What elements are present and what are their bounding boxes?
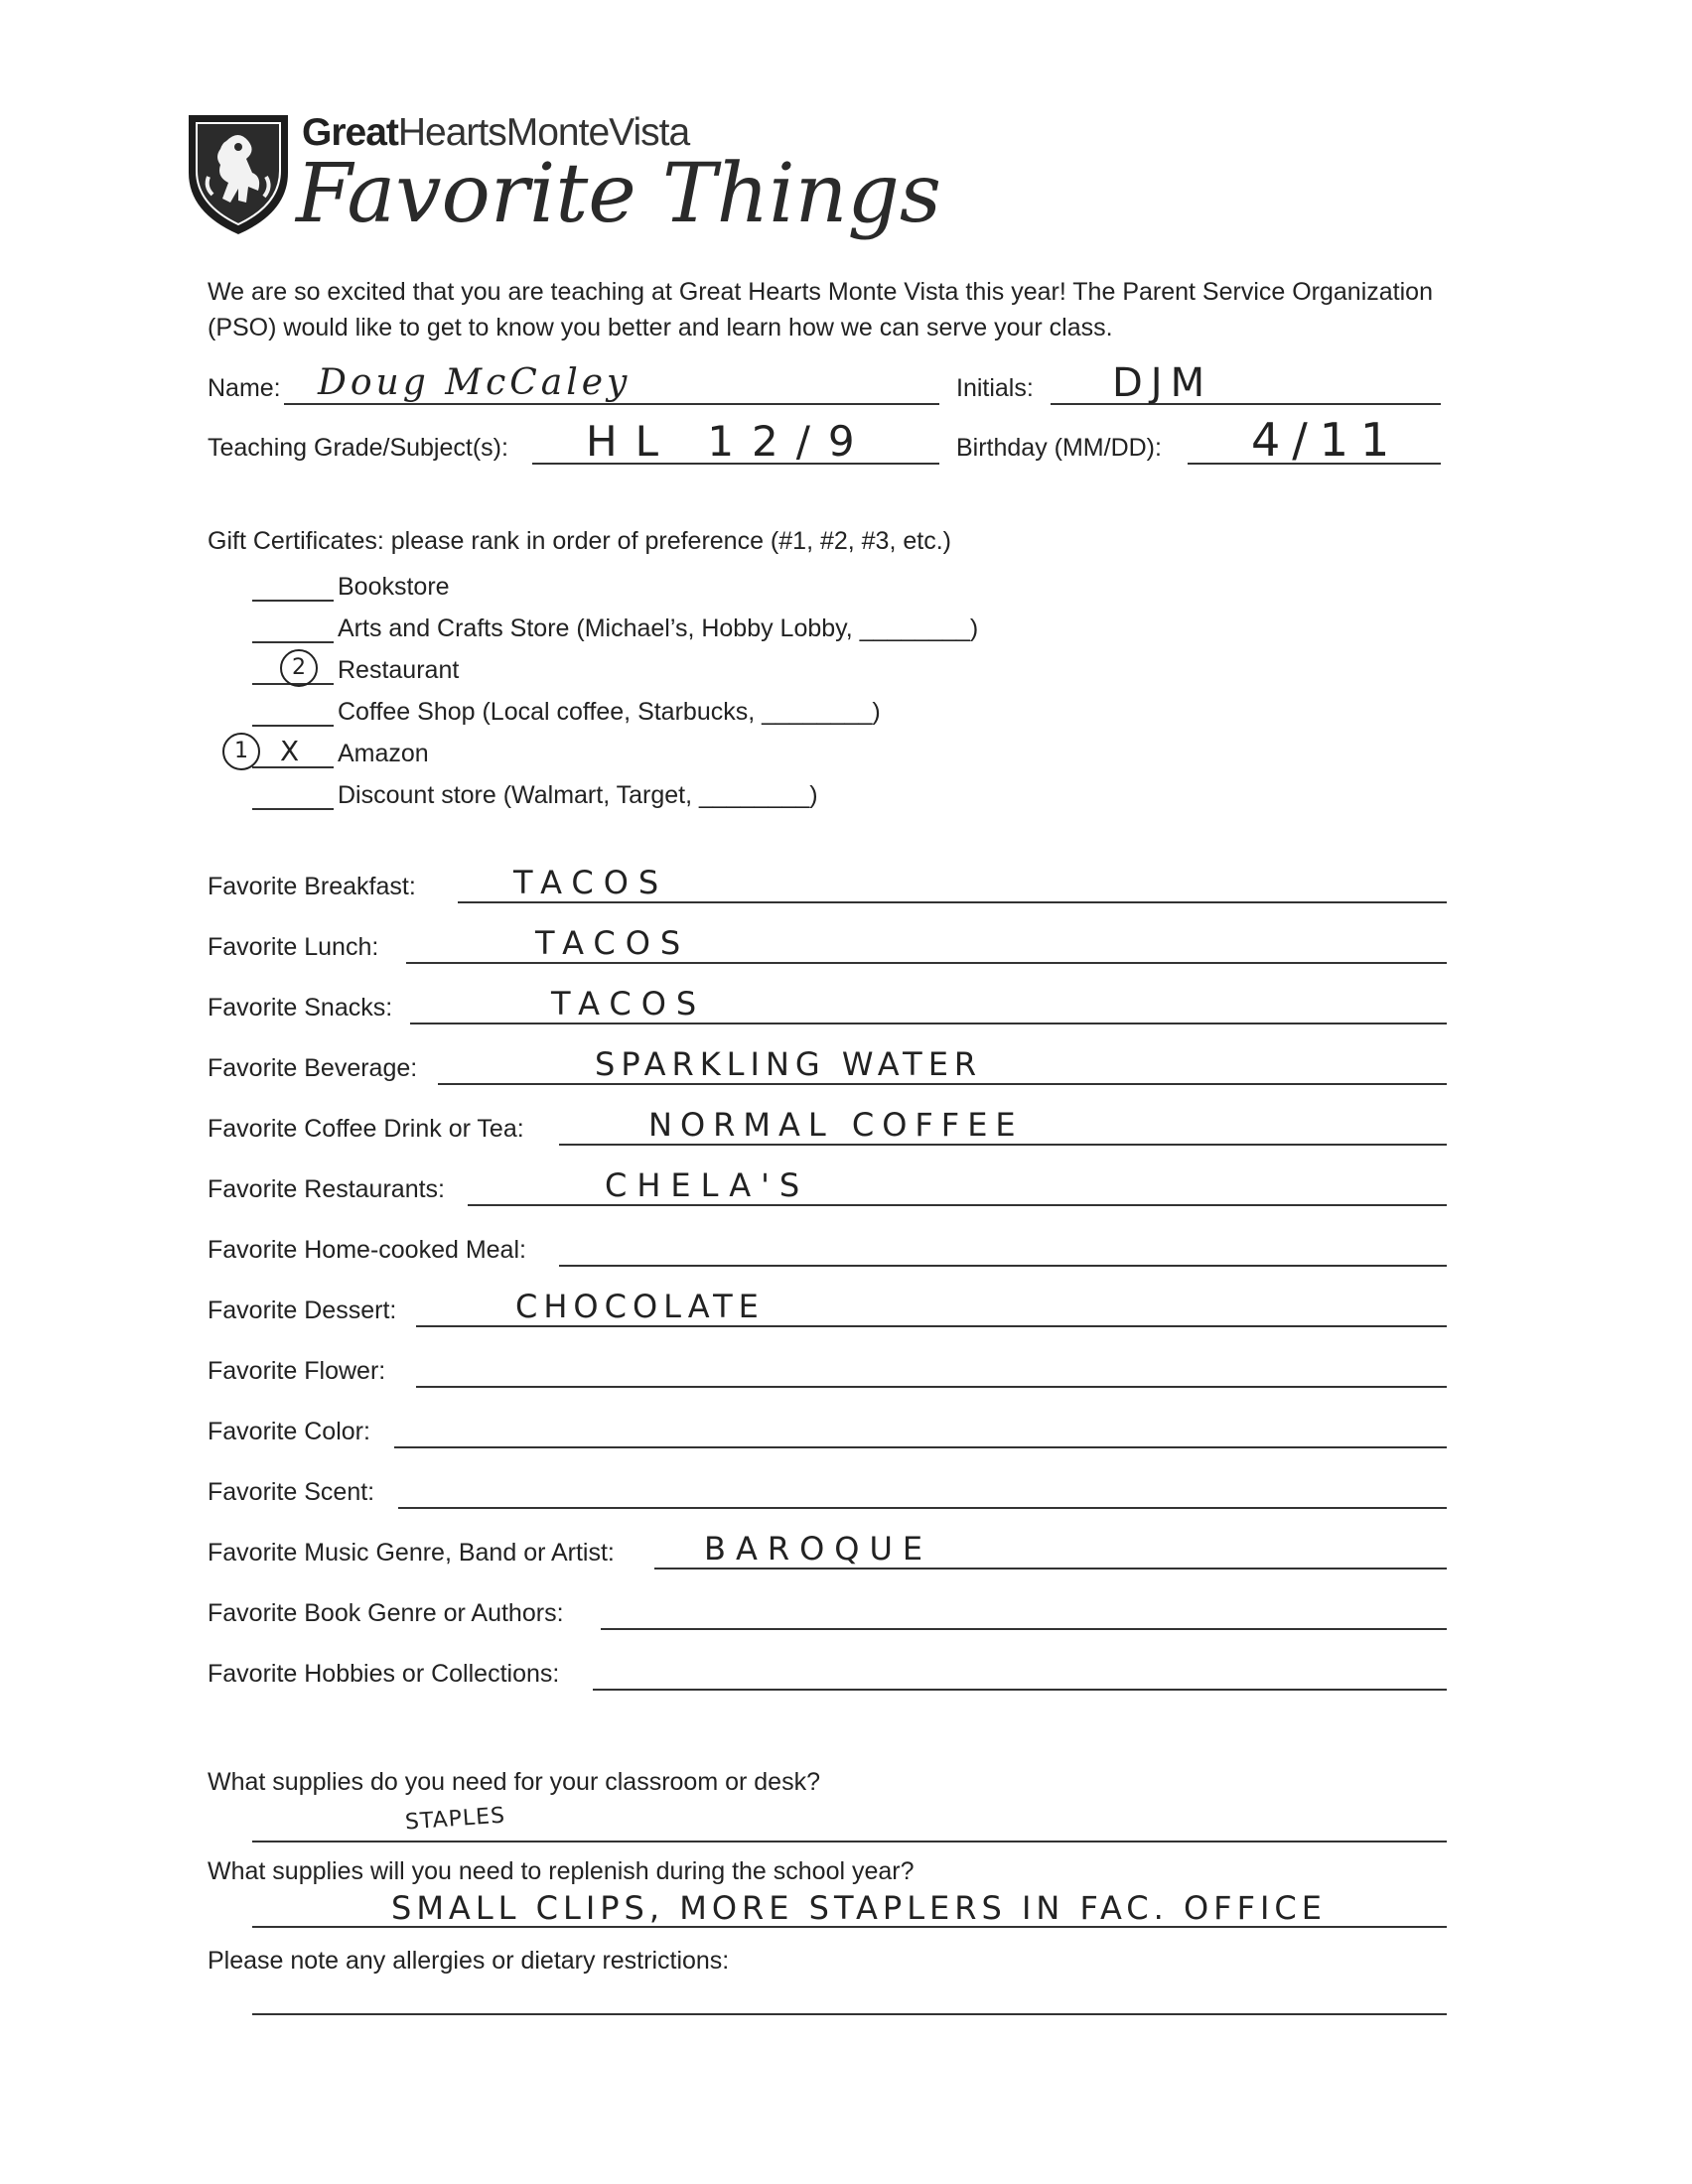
supplies-question-1: What supplies do you need for your classroom or desk? [208, 1768, 820, 1796]
answer-line [410, 1023, 1447, 1024]
name-value[interactable]: Doug McCaley [318, 362, 632, 403]
answer-line [593, 1689, 1447, 1691]
favorite-label: Favorite Breakfast: [208, 873, 416, 900]
rank-circle: 2 [280, 649, 318, 687]
favorite-answer: TACOS [513, 864, 669, 901]
rank-blank [252, 641, 334, 643]
favorite-color[interactable] [208, 1417, 1447, 1450]
favorite-answer: BAROQUE [704, 1530, 933, 1568]
favorite-label: Favorite Snacks: [208, 994, 393, 1022]
answer-line [559, 1144, 1447, 1146]
intro-paragraph: We are so excited that you are teaching at Great Hearts Monte Vista this year! The Parent Service Organization (PSO) would like to get to know you better and learn how we can serve your class. [208, 278, 1433, 341]
answer-line [458, 901, 1447, 903]
favorite-snacks[interactable] [208, 985, 1447, 1026]
favorite-answer: NORMAL COFFEE [648, 1106, 1024, 1144]
page-title: Favorite Things [296, 147, 941, 241]
favorite-label: Favorite Scent: [208, 1478, 375, 1506]
favorite-label: Favorite Flower: [208, 1357, 386, 1385]
favorite-home-cooked-meal[interactable] [208, 1235, 1447, 1269]
favorite-dessert[interactable] [208, 1288, 1447, 1329]
initials-value[interactable]: DJM [1112, 360, 1213, 406]
answer-line [559, 1265, 1447, 1267]
grade-value[interactable]: HL 12/9 [586, 417, 873, 466]
answer-line [416, 1386, 1447, 1388]
initials-label: Initials: [956, 374, 1034, 402]
name-label: Name: [208, 374, 281, 402]
rank-mark [280, 649, 318, 687]
favorite-flower[interactable] [208, 1356, 1447, 1390]
birthday-value[interactable]: 4/11 [1251, 413, 1402, 467]
answer-line [438, 1083, 1447, 1085]
answer-line [468, 1204, 1447, 1206]
gift-label: Restaurant [338, 656, 460, 684]
allergies-question: Please note any allergies or dietary restrictions: [208, 1947, 730, 1975]
favorite-coffee-tea[interactable] [208, 1106, 1447, 1148]
answer-line [654, 1568, 1447, 1570]
supplies-answer-1[interactable]: STAPLES [404, 1803, 506, 1836]
school-logo [187, 111, 290, 236]
answer-line [394, 1446, 1447, 1448]
favorite-answer: CHELA'S [605, 1166, 810, 1204]
gift-label: Arts and Crafts Store (Michael’s, Hobby Lobby, ________) [338, 614, 979, 642]
rank-blank [252, 725, 334, 727]
x-mark: X [280, 735, 300, 767]
supplies-answer-2[interactable]: SMALL CLIPS, MORE STAPLERS IN FAC. OFFICE [391, 1889, 1327, 1927]
favorite-beverage[interactable] [208, 1045, 1447, 1087]
favorite-books[interactable] [208, 1598, 1447, 1632]
rank-circle: 1 [222, 733, 260, 770]
gift-label: Bookstore [338, 573, 450, 601]
grade-label: Teaching Grade/Subject(s): [208, 434, 508, 462]
birthday-label: Birthday (MM/DD): [956, 434, 1162, 462]
gift-heading: Gift Certificates: please rank in order of preference (#1, #2, #3, etc.) [208, 527, 951, 555]
favorite-answer: TACOS [551, 985, 707, 1023]
favorite-lunch[interactable] [208, 924, 1447, 966]
gift-label: Coffee Shop (Local coffee, Starbucks, ________) [338, 698, 881, 726]
lion-shield-icon [187, 111, 290, 236]
name-line [284, 403, 939, 405]
favorite-answer: SPARKLING WATER [595, 1045, 983, 1083]
favorite-breakfast[interactable] [208, 864, 1447, 905]
brand-rest: HeartsMonteVista [397, 111, 690, 154]
favorite-label: Favorite Beverage: [208, 1054, 418, 1082]
favorite-music[interactable] [208, 1530, 1447, 1571]
favorite-answer: TACOS [535, 924, 691, 962]
answer-line [406, 962, 1447, 964]
favorite-label: Favorite Music Genre, Band or Artist: [208, 1539, 615, 1567]
favorite-label: Favorite Coffee Drink or Tea: [208, 1115, 524, 1143]
supplies-question-2: What supplies will you need to replenish during the school year? [208, 1857, 915, 1885]
favorite-label: Favorite Home-cooked Meal: [208, 1236, 526, 1264]
favorite-label: Favorite Lunch: [208, 933, 379, 961]
rank-blank [252, 600, 334, 602]
favorite-label: Favorite Color: [208, 1418, 370, 1445]
allergies-line [252, 2013, 1447, 2015]
supplies-line-1 [252, 1841, 1447, 1843]
rank-blank [252, 808, 334, 810]
gift-label: Discount store (Walmart, Target, ________) [338, 781, 818, 809]
favorite-label: Favorite Hobbies or Collections: [208, 1660, 560, 1688]
answer-line [398, 1507, 1447, 1509]
favorite-scent[interactable] [208, 1477, 1447, 1511]
favorite-label: Favorite Book Genre or Authors: [208, 1599, 564, 1627]
answer-line [601, 1628, 1447, 1630]
favorite-label: Favorite Restaurants: [208, 1175, 445, 1203]
favorite-restaurants[interactable] [208, 1166, 1447, 1208]
favorite-answer: CHOCOLATE [515, 1288, 765, 1325]
rank-mark [222, 733, 260, 770]
favorite-label: Favorite Dessert: [208, 1297, 397, 1324]
favorite-hobbies[interactable] [208, 1659, 1447, 1693]
initials-line [1051, 403, 1441, 405]
supplies-line-2 [252, 1926, 1447, 1928]
brand-bold: Great [302, 111, 398, 154]
answer-line [416, 1325, 1447, 1327]
gift-label: Amazon [338, 740, 429, 767]
